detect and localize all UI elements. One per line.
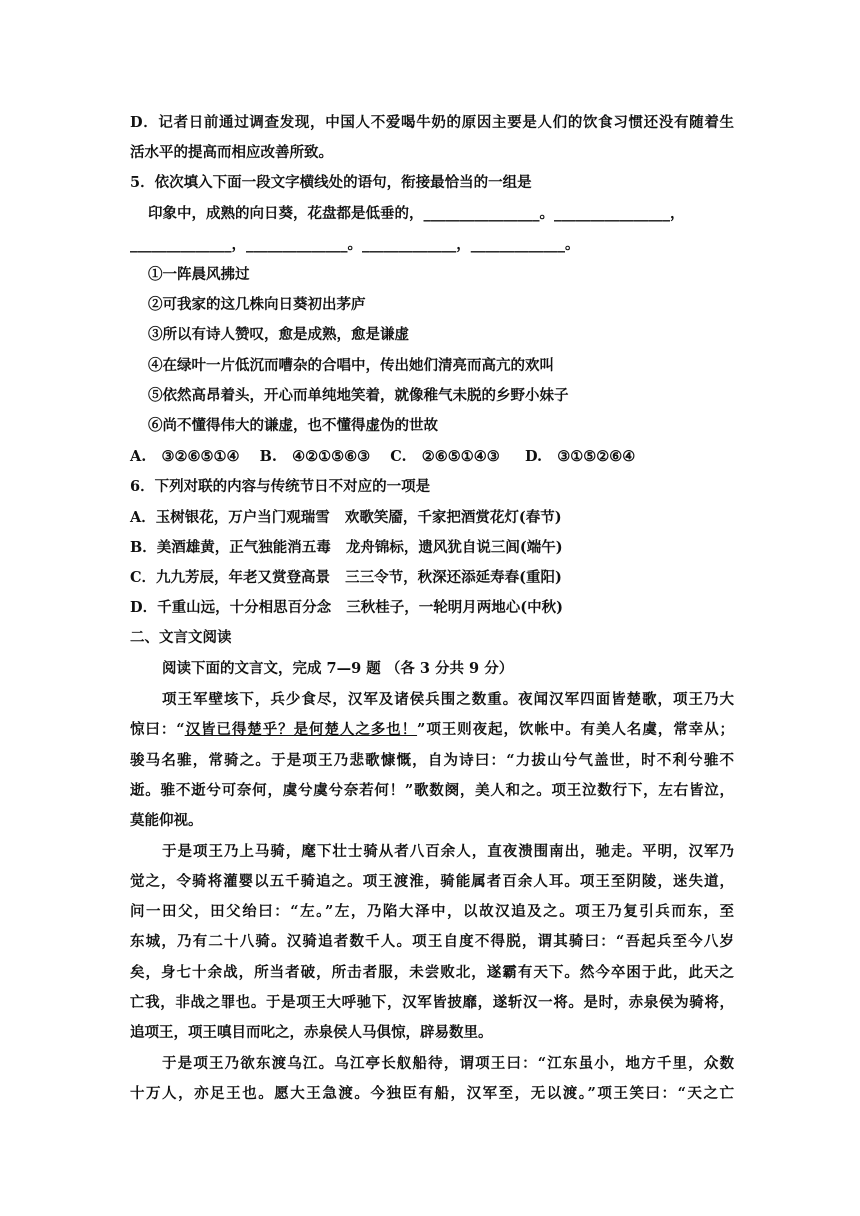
q5-passage-line2: ______________，______________。_____________，_____________。 [130,236,580,253]
q5-options: A. ③②⑥⑤①④ B. ④②①⑤⑥③ C. ②⑥⑤①④③ D. ③①⑤②⑥④ [130,448,636,465]
passage-p2-line3: 问一田父，田父绐曰：“左。”左，乃陷大泽中，以故汉追及之。项王乃复引兵而东，至 [130,903,734,920]
passage-p1-line3: 骏马名骓，常骑之。于是项王乃悲歌慷慨，自为诗曰：“力拔山兮气盖世，时不利兮骓不 [130,752,734,769]
passage-p1-line2 [130,720,734,740]
q6-option-a: A．玉树银花，万户当门观瑞雪 欢歌笑靥，千家把酒赏花灯(春节) [130,509,562,526]
q5-item-5: ⑤依然高昂着头，开心而单纯地笑着，就像稚气未脱的乡野小妹子 [148,387,569,404]
underlined-sentence: 汉皆已得楚乎？是何楚人之多也！ [184,721,418,738]
q6-option-d: D．千重山远，十分相思百分念 三秋桂子，一轮明月两地心(中秋) [130,599,563,616]
passage-p3-line2: 十万人，亦足王也。愿大王急渡。今独臣有船，汉军至，无以渡。”项王笑曰：“天之亡 [130,1085,734,1102]
p1-line2-end: ”项王则夜起，饮帐中。有美人名虞，常幸从； [417,721,735,738]
passage-p2-line2: 觉之，令骑将灌婴以五千骑追之。项王渡淮，骑能属者百余人耳。项王至阴陵，迷失道， [130,873,734,890]
q5-item-6: ⑥尚不懂得伟大的谦虚，也不懂得虚伪的世故 [148,417,438,434]
p1-line2-start: 惊曰：“ [130,721,185,738]
passage-p1-line1: 项王军壁垓下，兵少食尽，汉军及诸侯兵围之数重。夜闻汉军四面皆楚歌，项王乃大 [162,691,734,708]
q5-stem: 5．依次填入下面一段文字横线处的语句，衔接最恰当的一组是 [130,174,532,191]
passage-p2-line4: 东城，乃有二十八骑。汉骑追者数千人。项王自度不得脱，谓其骑曰：“吾起兵至今八岁 [130,933,734,950]
q5-item-1: ①一阵晨风拂过 [148,266,250,283]
q5-item-4: ④在绿叶一片低沉而嘈杂的合唱中，传出她们清亮而高亢的欢叫 [148,357,554,374]
passage-p2-line7: 追项王，项王嗔目而叱之，赤泉侯人马俱惊，辟易数里。 [130,1024,493,1041]
q4-option-d-line1: D．记者日前通过调查发现，中国人不爱喝牛奶的原因主要是人们的饮食习惯还没有随着生 [130,114,734,131]
q6-option-c: C．九九芳辰，年老又赏登高景 三三令节，秋深还添延寿春(重阳) [130,569,562,586]
q5-passage-line1: 印象中，成熟的向日葵，花盘都是低垂的，________________。________________， [148,205,685,222]
q5-item-3: ③所以有诗人赞叹，愈是成熟，愈是谦虚 [148,326,409,343]
section2-instruction: 阅读下面的文言文，完成 7—9 题 （各 3 分共 9 分） [162,660,514,677]
passage-p2-line6: 亡我，非战之罪也。于是项王大呼驰下，汉军皆披靡，遂斩汉一将。是时，赤泉侯为骑将， [130,994,734,1011]
passage-p3-line1: 于是项王乃欲东渡乌江。乌江亭长舣船待，谓项王曰：“江东虽小，地方千里，众数 [162,1055,734,1072]
passage-p2-line5: 矣，身七十余战，所当者破，所击者服，未尝败北，遂霸有天下。然今卒困于此，此天之 [130,964,734,981]
passage-p2-line1: 于是项王乃上马骑，麾下壮士骑从者八百余人，直夜溃围南出，驰走。平明，汉军乃 [162,843,734,860]
q6-option-b: B．美酒雄黄，正气独能消五毒 龙舟锦标，遗风犹自说三闾(端午) [130,539,563,556]
section2-heading: 二、文言文阅读 [130,629,232,646]
passage-p1-line4: 逝。骓不逝兮可奈何，虞兮虞兮奈若何！”歌数阕，美人和之。项王泣数行下，左右皆泣， [130,782,734,799]
q6-stem: 6．下列对联的内容与传统节日不对应的一项是 [130,478,431,495]
passage-p1-line5: 莫能仰视。 [130,812,203,829]
q4-option-d-line2: 活水平的提高而相应改善所致。 [130,144,333,161]
q5-item-2: ②可我家的这几株向日葵初出茅庐 [148,296,366,313]
